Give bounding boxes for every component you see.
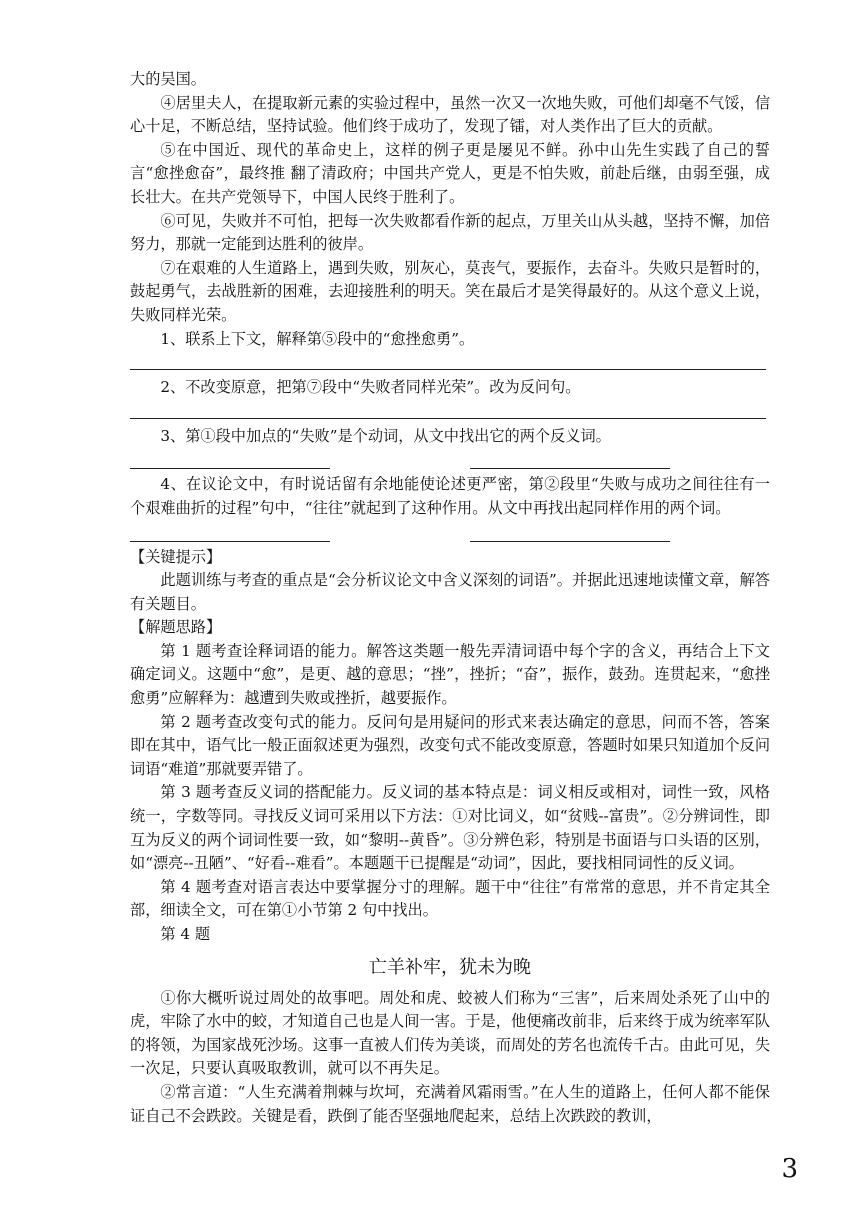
hint-text: 此题训练与考查的重点是“会分析议论文中含义深刻的词语”。并据此迅速地读懂文章，解答有关题目。 xyxy=(130,571,770,613)
answer-line-3b[interactable] xyxy=(470,468,670,469)
article-paragraph: ②常言道：“人生充满着荆棘与坎坷，充满着风霜雨雪。”在人生的道路上，任何人都不能保证自己不会跌跤。关键是看，跌倒了能否坚强地爬起来，总结上次跌跤的教训， xyxy=(130,1082,770,1125)
paragraph: ⑦在艰难的人生道路上，遇到失败，别灰心，莫丧气，要振作，去奋斗。失败只是暂时的，鼓起勇气，去战胜新的困难，去迎接胜利的明天。笑在最后才是笑得最好的。从这个意义上说，失败同样光荣。 xyxy=(130,258,770,324)
paragraph: 大的吴国。 xyxy=(130,70,206,88)
question-4: 4、在议论文中，有时说话留有余地能使论述更严密，第②段里“失败与成功之间往往有一个艰难曲折的过程”句中，“往往”就起到了这种作用。从文中再找出起同样作用的两个词。 xyxy=(130,475,770,517)
question-3: 3、第①段中加点的“失败”是个动词，从文中找出它的两个反义词。 xyxy=(160,426,611,445)
document-page xyxy=(130,68,770,1128)
article-title: 亡羊补牢，犹未为晚 xyxy=(369,956,531,978)
answer-line-2[interactable] xyxy=(130,418,766,419)
paragraph: ⑥可见，失败并不可怕，把每一次失败都看作新的起点，万里关山从头越，坚持不懈，加倍努力，那就一定能到达胜利的彼岸。 xyxy=(130,211,770,254)
answer-lines-3 xyxy=(130,468,670,469)
paragraph: ⑤在中国近、现代的革命史上，这样的例子更是屡见不鲜。孙中山先生实践了自己的誓言“愈挫愈奋”，最终推 翻了清政府；中国共产党人，更是不怕失败，前赴后继，由弱至强，成长壮大。在共产党领导下，中国人民终于胜利了。 xyxy=(130,140,770,206)
approach-item: 第 2 题考查改变句式的能力。反问句是用疑问的形式来表达确定的意思，问而不答，答案即在其中，语气比一般正面叙述更为强烈，改变句式不能改变原意，答题时如果只知道加个反问词语“难道”那就要弄错了。 xyxy=(130,712,770,778)
approach-item: 第 4 题考查对语言表达中要掌握分寸的理解。题干中“往往”有常常的意思，并不肯定其全部，细读全文，可在第①小节第 2 句中找出。 xyxy=(130,877,770,920)
question-1: 1、联系上下文，解释第⑤段中的“愈挫愈勇”。 xyxy=(160,329,475,348)
paragraph: ④居里夫人，在提取新元素的实验过程中，虽然一次又一次地失败，可他们却毫不气馁，信心十足，不断总结，坚持试验。他们终于成功了，发现了镭，对人类作出了巨大的贡献。 xyxy=(130,93,770,136)
approach-item: 第 4 题 xyxy=(160,925,211,943)
answer-line-4a[interactable] xyxy=(130,541,330,542)
page-number: 3 xyxy=(781,1154,798,1184)
answer-line-3a[interactable] xyxy=(130,468,330,469)
approach-item: 第 1 题考查诠释词语的能力。解答这类题一般先弄清词语中每个字的含义，再结合上下文确定词义。这题中“愈”，是更、越的意思；“挫”，挫折；“奋”，振作，鼓劲。连贯起来，“愈挫愈勇”应解释为：越遭到失败或挫折，越要振作。 xyxy=(130,641,770,708)
approach-heading: 【解题思路】 xyxy=(130,618,222,637)
hint-heading: 【关键提示】 xyxy=(130,547,222,566)
answer-lines-4 xyxy=(130,541,670,542)
approach-item: 第 3 题考查反义词的搭配能力。反义词的基本特点是：词义相反或相对，词性一致，风格统一，字数等同。寻找反义词可采用以下方法：①对比词义，如“贫贱--富贵”。②分辨词性，即互为反义的两个词词性要一致，如“黎明--黄昏”。③分辨色彩，特别是书面语与口头语的区别，如“漂亮--丑陋”、“好看--难看”。本题题干已提醒是“动词”，因此，要找相同词性的反义词。 xyxy=(130,783,770,873)
answer-line-4b[interactable] xyxy=(470,541,670,542)
question-2: 2、不改变原意，把第⑦段中“失败者同样光荣”。改为反问句。 xyxy=(160,378,581,397)
article-paragraph: ①你大概听说过周处的故事吧。周处和虎、蛟被人们称为“三害”，后来周处杀死了山中的虎，牢除了水中的蛟，才知道自己也是人间一害。于是，他便痛改前非，后来终于成为统率军队的将领，为国家战死沙场。这事一直被人们传为美谈，而周处的芳名也流传千古。由此可见，失一次足，只要认真吸取教训，就可以不再失足。 xyxy=(130,988,770,1078)
answer-line-1[interactable] xyxy=(130,369,766,370)
